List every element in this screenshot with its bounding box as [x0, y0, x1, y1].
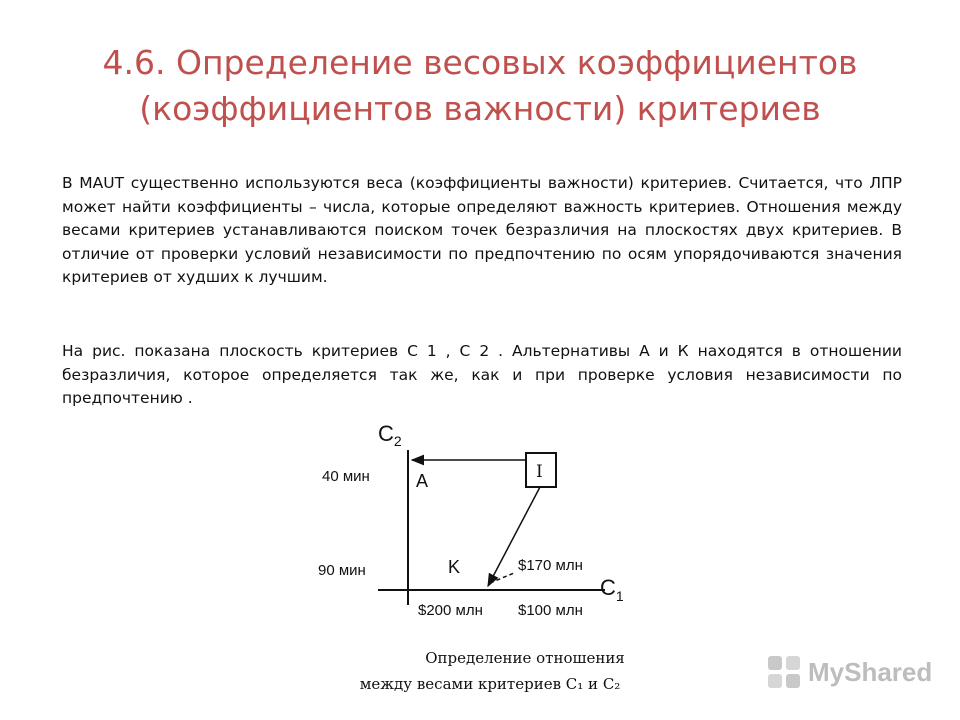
paragraph-maut-weights: В MAUT существенно используются веса (коэффициенты важности) критериев. Считается, что ЛПР может найти коэффициенты – числа, которые определяют важность критериев. Отношения между весами критериев устанавливаются поиском точек безразличия на плоскостях двух критериев. В отличие от проверки условий независимости по предпочтению по осям упорядочиваются значения критериев от худших к лучшим. [62, 174, 902, 286]
slide-title [40, 40, 920, 132]
slide-title-line-2: (коэффициентов важности) критериев [139, 89, 821, 128]
label-170-mln: $170 млн [518, 557, 583, 574]
figure-caption [300, 645, 680, 697]
indifference-box-label: I [536, 462, 543, 482]
watermark-text: MyShared [808, 656, 933, 687]
y-tick-90-min: 90 мин [318, 562, 366, 579]
label-100-mln: $100 млн [518, 602, 583, 615]
axis-c2-label: $C_2$ [378, 421, 402, 449]
axis-c1-label: $C_1$ [600, 575, 624, 604]
criteria-plane-diagram [300, 415, 640, 615]
myshared-watermark [766, 652, 932, 692]
myshared-logo-icon [766, 654, 802, 690]
label-200-mln: $200 млн [418, 602, 483, 615]
caption-line-1: Определение отношения [425, 649, 625, 667]
slide-title-line-1: 4.6. Определение весовых коэффициентов [102, 43, 858, 82]
paragraph-criteria-plane: На рис. показана плоскость критериев С 1 , С 2 . Альтернативы А и К находятся в отношении безразличия, которое определяется так же, как и при проверке условия независимости по предпочтению . [62, 342, 902, 407]
point-k-label: K [448, 557, 461, 577]
caption-line-2: между весами критериев C₁ и C₂ [359, 675, 621, 693]
y-tick-40-min: 40 мин [322, 468, 370, 485]
point-a-label: A [416, 471, 429, 491]
